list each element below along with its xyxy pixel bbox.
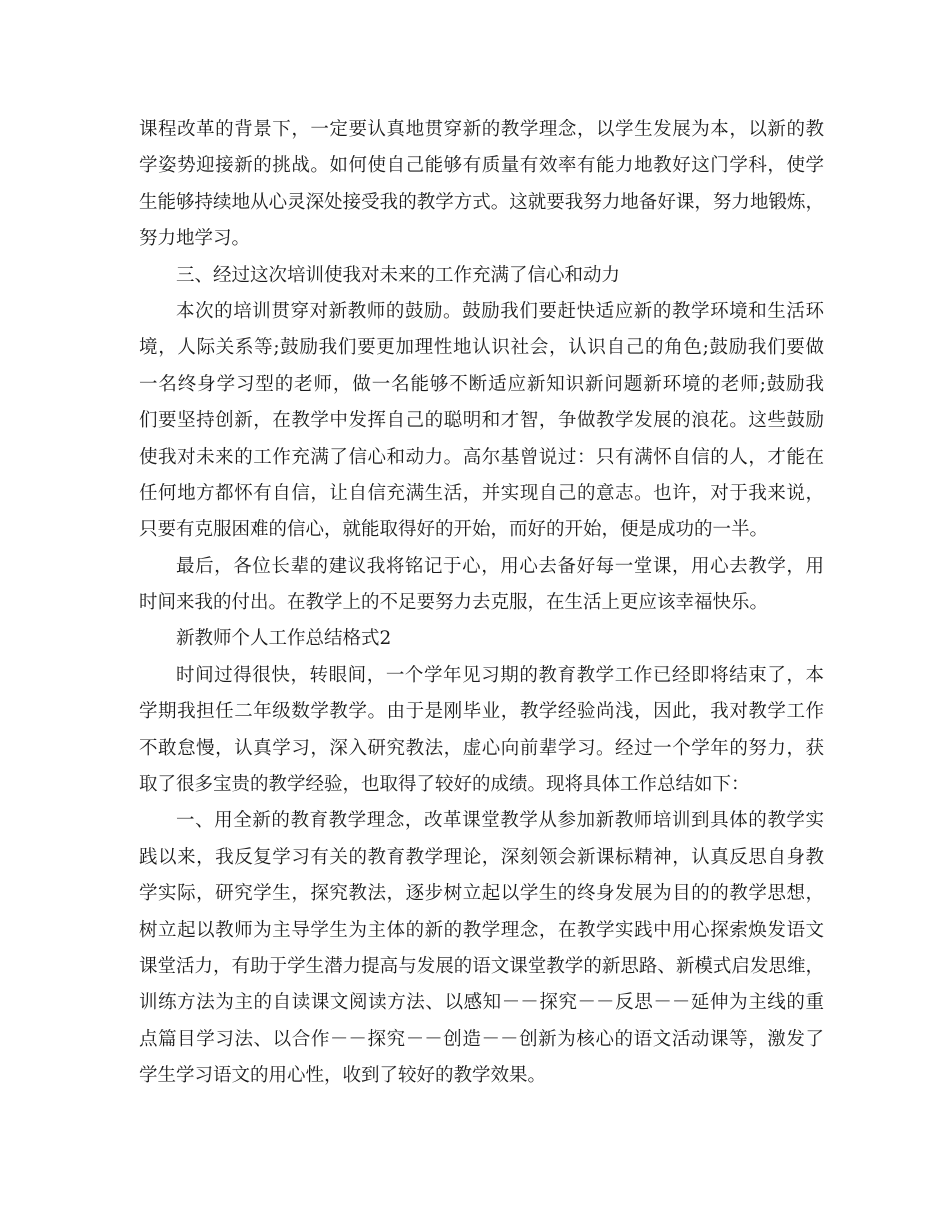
text-line: 树立起以教师为主导学生为主体的新的教学理念，在教学实践中用心探索焕发语文	[139, 919, 824, 941]
text-line: 努力地学习。	[139, 228, 251, 250]
text-line: 任何地方都怀有自信，让自信充满生活，并实现自己的意志。也许，对于我来说，	[139, 482, 824, 504]
text-line: 课堂活力，有助于学生潜力提高与发展的语文课堂教学的新思路、新模式启发思维，	[139, 955, 824, 977]
text-line: 学期我担任二年级数学教学。由于是刚毕业，教学经验尚浅，因此，我对教学工作	[139, 701, 824, 723]
text-line: 一名终身学习型的老师，做一名能够不断适应新知识新问题新环境的老师;鼓励我	[139, 373, 824, 395]
text-line: 最后，各位长辈的建议我将铭记于心，用心去备好每一堂课，用心去教学，用	[176, 555, 824, 577]
text-line: 训练方法为主的自读课文阅读方法、以感知－－探究－－反思－－延伸为主线的重	[139, 992, 824, 1014]
text-line: 时间过得很快，转眼间，一个学年见习期的教育教学工作已经即将结束了，本	[176, 664, 824, 686]
text-line: 时间来我的付出。在教学上的不足要努力去克服，在生活上更应该幸福快乐。	[139, 592, 769, 614]
text-line: 一、用全新的教育教学理念，改革课堂教学从参加新教师培训到具体的教学实	[176, 810, 824, 832]
text-line: 生能够持续地从心灵深处接受我的教学方式。这就要我努力地备好课，努力地锻炼，	[139, 191, 824, 213]
text-line: 点篇目学习法、以合作－－探究－－创造－－创新为核心的语文活动课等，激发了	[139, 1028, 824, 1050]
text-line: 学实际，研究学生，探究教法，逐步树立起以学生的终身发展为目的的教学思想，	[139, 883, 824, 905]
text-line: 取了很多宝贵的教学经验，也取得了较好的成绩。现将具体工作总结如下：	[139, 774, 750, 796]
text-line: 不敢怠慢，认真学习，深入研究教法，虚心向前辈学习。经过一个学年的努力，获	[139, 737, 824, 759]
text-line: 只要有克服困难的信心，就能取得好的开始，而好的开始，便是成功的一半。	[139, 519, 769, 541]
text-line: 新教师个人工作总结格式2	[176, 628, 392, 650]
text-line: 践以来，我反复学习有关的教育教学理论，深刻领会新课标精神，认真反思自身教	[139, 846, 824, 868]
text-line: 课程改革的背景下，一定要认真地贯穿新的教学理念，以学生发展为本，以新的教	[139, 119, 824, 140]
text-line: 们要坚持创新，在教学中发挥自己的聪明和才智，争做教学发展的浪花。这些鼓励	[139, 410, 824, 432]
text-line: 学姿势迎接新的挑战。如何使自己能够有质量有效率有能力地教好这门学科，使学	[139, 155, 824, 177]
text-line: 使我对未来的工作充满了信心和动力。高尔基曾说过：只有满怀自信的人，才能在	[139, 446, 824, 468]
text-line: 三、经过这次培训使我对未来的工作充满了信心和动力	[176, 264, 621, 286]
text-line: 学生学习语文的用心性，收到了较好的教学效果。	[139, 1065, 547, 1087]
text-line: 本次的培训贯穿对新教师的鼓励。鼓励我们要赶快适应新的教学环境和生活环	[176, 300, 824, 322]
document-body	[139, 112, 824, 1095]
text-line: 境，人际关系等;鼓励我们要更加理性地认识社会，认识自己的角色;鼓励我们要做	[139, 337, 824, 359]
